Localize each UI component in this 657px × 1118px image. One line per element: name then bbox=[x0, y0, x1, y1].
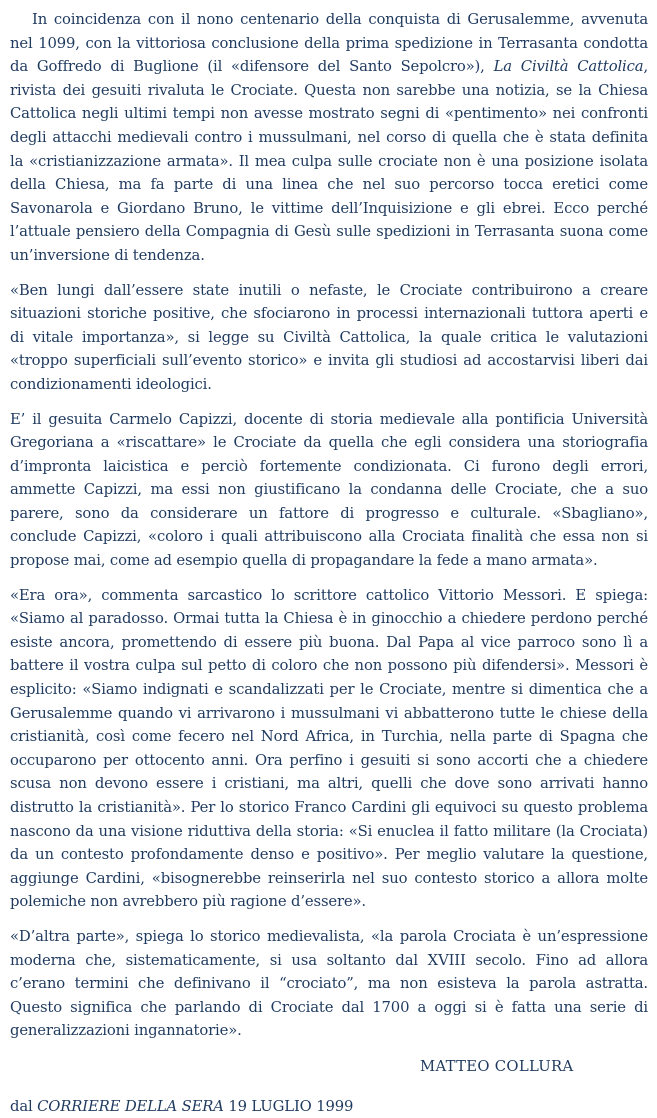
article bbox=[10, 8, 648, 1118]
source-newspaper: CORRIERE DELLA SERA bbox=[37, 1097, 224, 1115]
source-prefix: dal bbox=[10, 1097, 38, 1115]
paragraph-3: E’ il gesuita Carmelo Capizzi, docente di storia medievale alla pontificia Università Gregoriana a «riscattare» le Crociate da quella che egli considera una storiografia d’impronta laicistica e perciò fortemente condizionata. Ci furono degli errori, ammette Capizzi, ma essi non giustificano la condanna delle Crociate, che a suo parere, sono da considerare un fattore di progresso e culturale. «Sbagliano», conclude Capizzi, «coloro i quali attribuiscono alla Crociata finalità che essa non si propose mai, come ad esempio quella di propagandare la fede a mano armata». bbox=[10, 410, 648, 570]
magazine-title: La Civiltà Cattolica bbox=[493, 58, 644, 76]
author-signature: MATTEO COLLURA bbox=[420, 1057, 574, 1075]
paragraph-2: «Ben lungi dall’essere state inutili o nefaste, le Crociate contribuirono a creare situazioni storiche positive, che sfociarono in processi internazionali tuttora aperti e di vitale importanza», si legge su Civiltà Cattolica, la quale critica le valutazioni «troppo superficiali sull’evento storico» e invita gli studiosi ad accostarvisi liberi dai condizionamenti ideologici. bbox=[10, 281, 648, 393]
paragraph-1-text-b: , rivista dei gesuiti rivaluta le Crociate. Questa non sarebbe una notizia, se la Chiesa Cattolica negli ultimi tempi non avesse mostrato segni di «pentimento» nei confronti degli attacchi medievali contro i mussulmani, nel corso di quella che è stata definita la «cristianizzazione armata». Il mea culpa sulle crociate non è una posizione isolata della Chiesa, ma fa parte di una linea che nel suo percorso tocca eretici come Savonarola e Giordano Bruno, le vittime dell’Inquisizione e gli ebrei. Ecco perché l’attuale pensiero della Compagnia di Gesù sulle spedizioni in Terrasanta suona come un’inversione di tendenza. bbox=[10, 58, 648, 264]
source-date: 19 LUGLIO 1999 bbox=[223, 1097, 354, 1115]
paragraph-1 bbox=[10, 8, 648, 268]
source-line bbox=[10, 1095, 648, 1118]
paragraph-1-text-a: In coincidenza con il nono centenario della conquista di Gerusalemme, avvenuta nel 1099, con la vittoriosa conclusione della prima spedizione in Terrasanta condotta da Goffredo di Buglione (il «difensore del Santo Sepolcro»), bbox=[10, 11, 648, 76]
paragraph-4: «Era ora», commenta sarcastico lo scrittore cattolico Vittorio Messori. E spiega: «Siamo al paradosso. Ormai tutta la Chiesa è in ginocchio a chiedere perdono perché esiste ancora, promettendo di essere più buona. Dal Papa al vice parroco sono lì a battere il vostra culpa sul petto di coloro che non possono più difendersi». Messori è esplicito: «Siamo indignati e scandalizzati per le Crociate, mentre si dimentica che a Gerusalemme quando vi arrivarono i mussulmani vi abbatterono tutte le chiese della cristianità, così come fecero nel Nord Africa, in Turchia, nella parte di Spagna che occuparono per ottocento anni. Ora perfino i gesuiti si sono accorti che a chiedere scusa non devono essere i cristiani, ma altri, quelli che dove sono arrivati hanno distrutto la cristianità». Per lo storico Franco Cardini gli equivoci su questo problema nascono da una visione riduttiva della storia: «Si enuclea il fatto militare (la Crociata) da un contesto profondamente denso e positivo». Per meglio valutare la questione, aggiunge Cardini, «bisognerebbe reinserirla nel suo contesto storico a allora molte polemiche non avrebbero più ragione d’essere». bbox=[10, 586, 648, 911]
paragraph-5: «D’altra parte», spiega lo storico medievalista, «la parola Crociata è un’espressione moderna che, sistematicamente, si usa soltanto dal XVIII secolo. Fino ad allora c’erano termini che definivano il “crociato”, ma non esisteva la parola astratta. Questo significa che parlando di Crociate dal 1700 a oggi si è fatta una serie di generalizzazioni ingannatorie». bbox=[10, 927, 648, 1040]
